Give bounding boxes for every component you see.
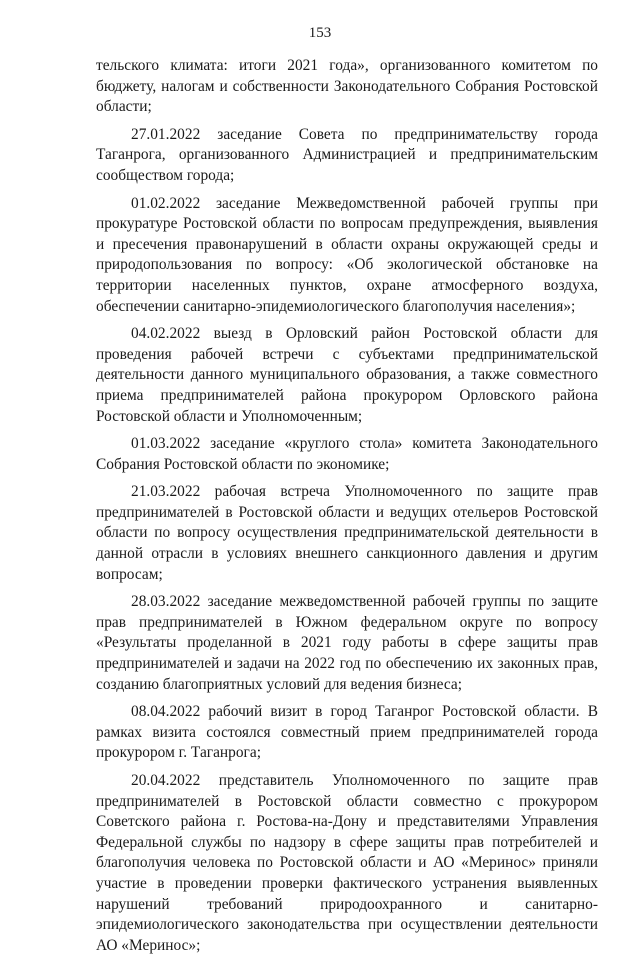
- paragraph-event: 27.01.2022 заседание Совета по предпринимательству города Таганрога, организованного Администрацией и предпринимательским сообществом города;: [96, 125, 598, 184]
- document-body: [96, 56, 598, 963]
- paragraph-event: 21.03.2022 рабочая встреча Уполномоченного по защите прав предпринимателей в Ростовской области и ведущих отельеров Ростовской области по вопросу осуществления предпринимательской деятельности в данной отрасли в условиях внешнего санкционного давления и другим вопросам;: [96, 483, 598, 583]
- paragraph-event: 01.02.2022 заседание Межведомственной рабочей группы при прокуратуре Ростовской области по вопросам предупреждения, выявления и пресечения правонарушений в области охраны окружающей среды и природопользования по вопросу: «Об экологической обстановке на территории населенных пунктов, охране атмосферного воздуха, обеспечении санитарно-эпидемиологического благополучия населения»;: [96, 194, 598, 315]
- paragraph-event: 04.02.2022 выезд в Орловский район Ростовской области для проведения рабочей встречи с субъектами предпринимательской деятельности данного муниципального образования, а также совместного приема предпринимателей района прокурором Орловского района Ростовской области и Уполномоченным;: [96, 325, 598, 425]
- paragraph-event: 20.04.2022 представитель Уполномоченного по защите прав предпринимателей в Ростовской области совместно с прокурором Советского района г. Ростова-на-Дону и представителями Управления Федеральной службы по надзору в сфере защиты прав потребителей и благополучия человека по Ростовской области и АО «Меринос» приняли участие в проведении проверки фактического устранения выявленных нарушений требований природоохранного и санитарно-эпидемиологического законодательства при осуществлении деятельности АО «Меринос»;: [96, 772, 598, 954]
- page-number: 153: [308, 25, 332, 41]
- paragraph-continuation: тельского климата: итоги 2021 года», организованного комитетом по бюджету, налогам и собственности Законодательного Собрания Ростовской области;: [96, 57, 598, 116]
- paragraph-event: 08.04.2022 рабочий визит в город Таганрог Ростовской области. В рамках визита состоялся совместный прием предпринимателей города прокурором г. Таганрога;: [96, 703, 598, 762]
- paragraph-event: 01.03.2022 заседание «круглого стола» комитета Законодательного Собрания Ростовской области по экономике;: [96, 435, 598, 473]
- paragraph-event: 28.03.2022 заседание межведомственной рабочей группы по защите прав предпринимателей в Южном федеральном округе по вопросу «Результаты проделанной в 2021 году работы в сфере защиты прав предпринимателей и задачи на 2022 год по обеспечению их законных прав, созданию благоприятных условий для ведения бизнеса;: [96, 593, 598, 693]
